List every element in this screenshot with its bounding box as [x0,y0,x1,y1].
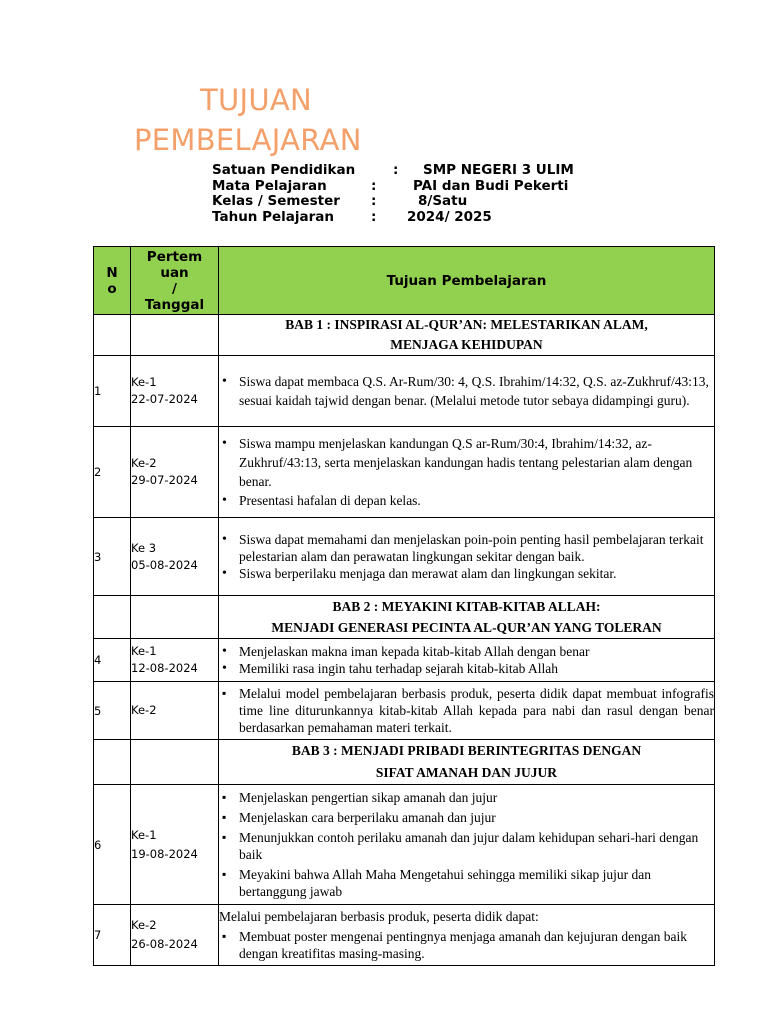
empty-cell [131,596,219,639]
learning-objectives-table [93,246,715,966]
objective-intro: Melalui pembelajaran berbasis produk, peserta didik dapat: [219,909,539,924]
info-label: Kelas / Semester [212,193,340,209]
chapter-title [219,315,715,356]
objective-list [219,685,714,736]
list-item: ▪ Membuat poster mengenai pentingnya menjaga amanah dan kejujuran dengan baik dengan kreatifitas masing-masing. [219,928,714,962]
objective-list [219,789,714,900]
meeting-date: 05-08-2024 [131,557,198,572]
header-meeting-line: Pertem [146,248,203,265]
info-label: Mata Pelajaran [212,177,327,194]
chapter-title-line: MENJADI GENERASI PECINTA AL-QUR’AN YANG TOLERAN [271,620,662,635]
table-row [94,905,715,966]
row-number: 5 [94,682,131,740]
list-item: ▪ Menjelaskan pengertian sikap amanah dan jujur [219,789,714,806]
meeting-cell [131,785,219,905]
info-colon: : [371,177,377,194]
meeting-date: 29-07-2024 [131,473,198,487]
list-item: ▪ Menunjukkan contoh perilaku amanah dan jujur dalam kehidupan sehari-hari dengan baik [219,829,714,863]
meeting-cell [131,427,219,518]
objective-cell [219,427,715,518]
chapter-title-line: SIFAT AMANAH DAN JUJUR [375,765,558,780]
meeting-label: Ke-1 [131,827,157,842]
meeting-date: 19-08-2024 [131,846,198,861]
row-number: 3 [94,518,131,596]
meeting-label: Ke-1 [131,375,157,389]
objective-cell [219,639,715,682]
header-meeting-line: / [172,280,177,297]
chapter-row [94,315,715,356]
objective-list [219,531,714,582]
list-item: ▪ Menjelaskan cara berperilaku amanah dan jujur [219,809,714,826]
chapter-title [219,596,715,639]
table-header-row [94,247,715,315]
list-item: ▪ Melalui model pembelajaran berbasis produk, peserta didik dapat membuat infografis time line diturunkannya kitab-kitab Allah kepada para nabi dan rasul dengan benar berdasarkan pemahaman materi terkait. [219,685,714,736]
table-row [94,785,715,905]
list-item: ▪ Meyakini bahwa Allah Maha Mengetahui sehingga memiliki sikap jujur dan bertanggung jawab [219,866,714,900]
objective-list [219,434,714,510]
header-no [94,247,131,315]
row-number: 4 [94,639,131,682]
header-meeting [131,247,219,315]
list-item: • Menjelaskan makna iman kepada kitab-kitab Allah dengan benar [219,643,714,660]
chapter-title-line: BAB 2 : MEYAKINI KITAB-KITAB ALLAH: [332,599,601,614]
info-value: SMP NEGERI 3 ULIM [423,162,574,178]
header-meeting-line: Tanggal [144,296,205,313]
list-item: • Siswa dapat memahami dan menjelaskan poin-poin penting hasil pembelajaran terkait pelestarian alam dan perawatan lingkungan sekitar dengan baik. [219,531,714,565]
objective-cell [219,682,715,740]
chapter-title [219,740,715,785]
empty-cell [94,315,131,356]
list-item: • Siswa dapat membaca Q.S. Ar-Rum/30: 4, Q.S. Ibrahim/14:32, Q.S. az-Zukhruf/43:13, sesuai kaidah tajwid dengan benar. (Melalui metode tutor sebaya didampingi guru). [219,372,714,410]
meeting-cell [131,905,219,966]
info-label: Satuan Pendidikan [212,162,356,178]
table-row [94,356,715,427]
meeting-date: 12-08-2024 [131,661,198,675]
meeting-date: 26-08-2024 [131,937,198,951]
info-value: PAI dan Budi Pekerti [413,177,569,194]
meeting-date: 22-07-2024 [131,392,198,406]
meeting-cell [131,639,219,682]
header-goal: Tujuan Pembelajaran [219,247,715,315]
objective-cell [219,518,715,596]
info-colon: : [393,162,399,178]
empty-cell [131,740,219,785]
header-no-line: o [107,280,117,297]
chapter-title-line: BAB 3 : MENJADI PRIBADI BERINTEGRITAS DENGAN [291,743,642,758]
list-item: • Memiliki rasa ingin tahu terhadap sejarah kitab-kitab Allah [219,660,714,677]
row-number: 1 [94,356,131,427]
title-line-2: PEMBELAJARAN [134,123,362,157]
objective-list [219,928,714,962]
info-value: 8/Satu [418,193,468,209]
objective-list [219,372,714,410]
chapter-row [94,740,715,785]
chapter-title-line: BAB 1 : INSPIRASI AL-QUR’AN: MELESTARIKAN ALAM, [285,317,648,332]
row-number: 2 [94,427,131,518]
meeting-label: Ke-2 [131,918,157,932]
empty-cell [131,315,219,356]
empty-cell [94,596,131,639]
info-value: 2024/ 2025 [407,208,492,225]
meeting-label: Ke-1 [131,644,157,658]
list-item: • Siswa mampu menjelaskan kandungan Q.S ar-Rum/30:4, Ibrahim/14:32, az-Zukhruf/43:13, serta menjelaskan kandungan hadis tentang pelestarian alam dengan benar. [219,434,714,491]
row-number: 6 [94,785,131,905]
row-number: 7 [94,905,131,966]
list-item: • Siswa berperilaku menjaga dan merawat alam dan lingkungan sekitar. [219,565,714,582]
meeting-cell [131,356,219,427]
info-colon: : [371,208,377,225]
meeting-cell [131,518,219,596]
header-meeting-line: uan [160,264,189,281]
document-title [134,80,362,160]
meeting-label: Ke 3 [131,540,157,555]
chapter-title-line: MENJAGA KEHIDUPAN [390,337,543,352]
table-row [94,518,715,596]
header-no-line: N [106,264,118,281]
objective-cell [219,785,715,905]
info-label: Tahun Pelajaran [212,208,335,225]
table-row [94,427,715,518]
objective-list [219,643,714,677]
title-line-1: TUJUAN [200,83,313,117]
list-item: • Presentasi hafalan di depan kelas. [219,491,714,510]
table-row [94,682,715,740]
chapter-row [94,596,715,639]
info-colon: : [371,193,377,209]
objective-cell [219,905,715,966]
empty-cell [94,740,131,785]
meeting-label: Ke-2 [131,456,157,470]
table-row [94,639,715,682]
meeting-cell [131,682,219,740]
objective-cell [219,356,715,427]
meeting-label: Ke-2 [131,703,157,717]
